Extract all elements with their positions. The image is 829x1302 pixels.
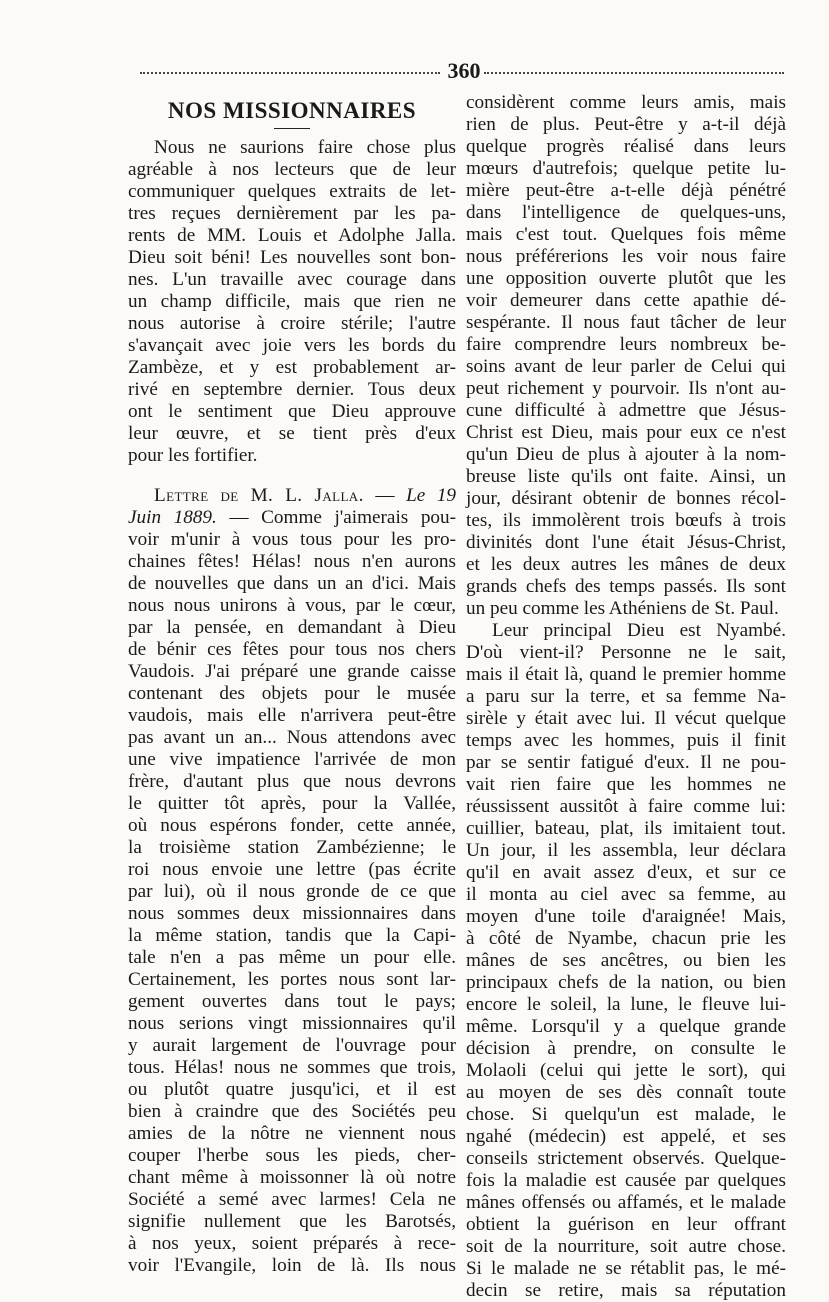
text-line: D'où vient-il? Personne ne le sait, — [466, 642, 786, 663]
text-line: conseils strictement observés. Quelque- — [466, 1148, 786, 1169]
text-line: Leur principal Dieu est Nyambé. — [492, 620, 786, 641]
text-line: et les deux autres les mânes de deux — [466, 554, 786, 575]
letter-first-line: — Comme j'aimerais pou- — [216, 507, 456, 528]
text-line: soins avant de leur parler de Celui qui — [466, 356, 786, 377]
text-line: rien de plus. Peut-être y a-t-il déjà — [466, 114, 786, 135]
letter-date-2: Juin 1889. — [128, 507, 217, 528]
letter-body — [128, 529, 456, 1277]
text-line: communiquer quelques extraits de let- — [128, 181, 456, 202]
text-line: vaudois, mais elle n'arrivera peut-être — [128, 705, 456, 726]
text-line: une opposition ouverte plutôt que les — [466, 268, 786, 289]
text-line: Christ est Dieu, mais pour eux ce n'est — [466, 422, 786, 443]
letter-date: Le 19 — [406, 485, 457, 506]
text-line: contenant des objets pour le musée — [128, 683, 456, 704]
text-line: considèrent comme leurs amis, mais — [466, 92, 786, 113]
text-line: Zambèze, et y est probablement ar- — [128, 357, 456, 378]
text-line: Société a semé avec larmes! Cela ne — [128, 1189, 456, 1210]
text-line: divinités dont l'une était Jésus-Christ, — [466, 532, 786, 553]
text-line: nes. L'un travaille avec courage dans — [128, 269, 456, 290]
text-line: moyen d'une toile d'araignée! Mais, — [466, 906, 786, 927]
right-paragraph-2 — [466, 620, 786, 1302]
text-line: couper l'herbe sous les pieds, cher- — [128, 1145, 456, 1166]
text-line: s'avançait avec joie vers les bords du — [128, 335, 456, 356]
text-line: réussissent aussitôt à faire comme lui: — [466, 796, 786, 817]
text-line: ont le sentiment que Dieu approuve — [128, 401, 456, 422]
text-line: mière peut-être a-t-elle déjà pénétré — [466, 180, 786, 201]
text-line: Vaudois. J'ai préparé une grande caisse — [128, 661, 456, 682]
text-line: un peu comme les Athéniens de St. Paul. — [466, 598, 779, 619]
text-line: chant même à moissonner là où notre — [128, 1167, 456, 1188]
text-line: a paru sur la terre, et sa femme Na- — [466, 686, 786, 707]
text-line: qu'il en avait assez d'eux, et sur ce — [466, 862, 786, 883]
text-line: Nous ne saurions faire chose plus — [154, 137, 456, 158]
text-line: rivé en septembre dernier. Tous deux — [128, 379, 456, 400]
text-line: leur œuvre, et se tient près d'eux — [128, 423, 456, 444]
text-line: nous autorise à croire stérile; l'autre — [128, 313, 456, 334]
intro-paragraph — [128, 137, 456, 467]
text-line: pour les fortifier. — [128, 445, 258, 466]
text-line: nous nous unirons à vous, par le cœur, — [128, 595, 456, 616]
text-line: amies de la nôtre ne viennent nous — [128, 1123, 456, 1144]
text-line: par lui), où il nous gronde de ce que — [128, 881, 456, 902]
right-paragraph-1 — [466, 92, 786, 620]
text-line: ngahé (médecin) est appelé, et ses — [466, 1126, 786, 1147]
text-line: sirèle y était avec lui. Il vécut quelque — [466, 708, 786, 729]
text-line: à nos yeux, soient préparés à rece- — [128, 1233, 456, 1254]
text-line: obtient la guérison en leur offrant — [466, 1214, 786, 1235]
text-line: Molaoli (celui qui jette le sort), qui — [466, 1060, 786, 1081]
text-line: il monta au ciel avec sa femme, au — [466, 884, 786, 905]
text-line: bien à craindre que des Sociétés peu — [128, 1101, 456, 1122]
text-line: la troisième station Zambézienne; le — [128, 837, 456, 858]
text-line: faire comprendre leurs nombreux be- — [466, 334, 786, 355]
text-line: nous serions vingt missionnaires qu'il — [128, 1013, 456, 1034]
text-line: y aurait largement de l'ouvrage pour — [128, 1035, 456, 1056]
text-line: au moyen de ses dès connaît toute — [466, 1082, 786, 1103]
text-line: de nouvelles que dans un an d'ici. Mais — [128, 573, 456, 594]
text-line: qu'un Dieu de plus à ajouter à la nom- — [466, 444, 786, 465]
text-line: chose. Si quelqu'un est malade, le — [466, 1104, 786, 1125]
left-column — [128, 92, 456, 1277]
text-line: voir l'Evangile, loin de là. Ils nous — [128, 1255, 456, 1276]
section-title: NOS MISSIONNAIRES — [167, 98, 417, 123]
text-line: Si le malade ne se rétablit pas, le mé- — [466, 1258, 786, 1279]
text-line: mânes de ses ancêtres, ou bien les — [466, 950, 786, 971]
text-line: Certainement, les portes nous sont lar- — [128, 969, 456, 990]
text-line: cuillier, bateau, plat, ils imitaient tout. — [466, 818, 786, 839]
text-line: quelque progrès réalisé dans leurs — [466, 136, 786, 157]
text-line: signifie nullement que les Barotsés, — [128, 1211, 456, 1232]
text-line: chaines fêtes! Hélas! nous n'en aurons — [128, 551, 456, 572]
text-line: à côté de Nyambe, chacun prie les — [466, 928, 786, 949]
text-line: ou plutôt quatre jusqu'ici, et il est — [128, 1079, 456, 1100]
right-column — [466, 92, 786, 1302]
text-line: temps avec les hommes, puis il finit — [466, 730, 786, 751]
text-line: sespérante. Il nous faut tâcher de leur — [466, 312, 786, 333]
text-line: tres reçues dernièrement par les pa- — [128, 203, 456, 224]
text-line: fois la maladie est causée par quelques — [466, 1170, 786, 1191]
text-line: par se sentir fatigué d'eux. Il ne pou- — [466, 752, 786, 773]
text-line: nous sommes deux missionnaires dans — [128, 903, 456, 924]
text-line: la même station, tandis que la Capi- — [128, 925, 456, 946]
text-line: vait rien faire que les hommes ne — [466, 774, 786, 795]
text-line: mais il était là, quand le premier homme — [466, 664, 786, 685]
text-line: mœurs d'autrefois; quelque petite lu- — [466, 158, 786, 179]
text-line: le quitter tôt après, pour la Vallée, — [128, 793, 456, 814]
text-line: principaux chefs de la nation, ou bien — [466, 972, 786, 993]
text-line: peut richement y pourvoir. Ils n'ont au- — [466, 378, 786, 399]
header-rule-left — [140, 72, 440, 74]
text-line: tale n'en a pas même un pour elle. — [128, 947, 456, 968]
text-line: gement ouvertes dans tout le pays; — [128, 991, 456, 1012]
text-line: Dieu soit béni! Les nouvelles sont bon- — [128, 247, 456, 268]
text-line: nous préférerions les voir nous faire — [466, 246, 786, 267]
text-line: jour, désirant obtenir de bonnes récol- — [466, 488, 786, 509]
text-line: mais c'est tout. Quelques fois même — [466, 224, 786, 245]
text-line: cune difficulté à admettre que Jésus- — [466, 400, 786, 421]
text-line: soit de la nourriture, soit autre chose. — [466, 1236, 786, 1257]
text-line: decin se retire, mais sa réputation — [466, 1280, 786, 1301]
letter-date-line — [128, 507, 456, 529]
text-line: par la pensée, en demandant à Dieu — [128, 617, 456, 638]
title-dash — [274, 128, 310, 129]
text-line: voir demeurer dans cette apathie dé- — [466, 290, 786, 311]
text-line: tes, ils immolèrent trois bœufs à trois — [466, 510, 786, 531]
text-line: roi nous envoie une lettre (pas écrite — [128, 859, 456, 880]
paragraph-gap — [128, 467, 456, 485]
text-line: de bénir ces fêtes pour tous nos chers — [128, 639, 456, 660]
text-line: mânes offensés ou affamés, et le malade — [466, 1192, 786, 1213]
text-line: voir m'unir à vous tous pour les pro- — [128, 529, 456, 550]
text-line: Un jour, il les assembla, leur déclara — [466, 840, 786, 861]
text-line: agréable à nos lecteurs que de leur — [128, 159, 456, 180]
letter-heading-line — [128, 485, 456, 507]
text-line: tous. Hélas! nous ne sommes que trois, — [128, 1057, 456, 1078]
text-line: un champ difficile, mais que rien ne — [128, 291, 456, 312]
text-line: rents de MM. Louis et Adolphe Jalla. — [128, 225, 456, 246]
text-line: breuse liste qu'ils ont faite. Ainsi, un — [466, 466, 786, 487]
letter-heading: Lettre de M. L. Jalla. — [154, 485, 364, 506]
text-line: même. Lorsqu'il y a quelque grande — [466, 1016, 786, 1037]
page-number: 360 — [447, 58, 481, 83]
letter-dash: — — [363, 485, 407, 506]
text-line: encore le soleil, la lune, le fleuve lui- — [466, 994, 786, 1015]
text-line: pas avant un an... Nous attendons avec — [128, 727, 456, 748]
text-line: dans l'intelligence de quelques-uns, — [466, 202, 786, 223]
text-line: grands chefs des temps passés. Ils sont — [466, 576, 786, 597]
text-line: décision à prendre, on consulte le — [466, 1038, 786, 1059]
text-line: où nous espérons fonder, cette année, — [128, 815, 456, 836]
text-line: une vive impatience l'arrivée de mon — [128, 749, 456, 770]
header-rule-right — [484, 72, 784, 74]
text-line: frère, d'autant plus que nous devrons — [128, 771, 456, 792]
